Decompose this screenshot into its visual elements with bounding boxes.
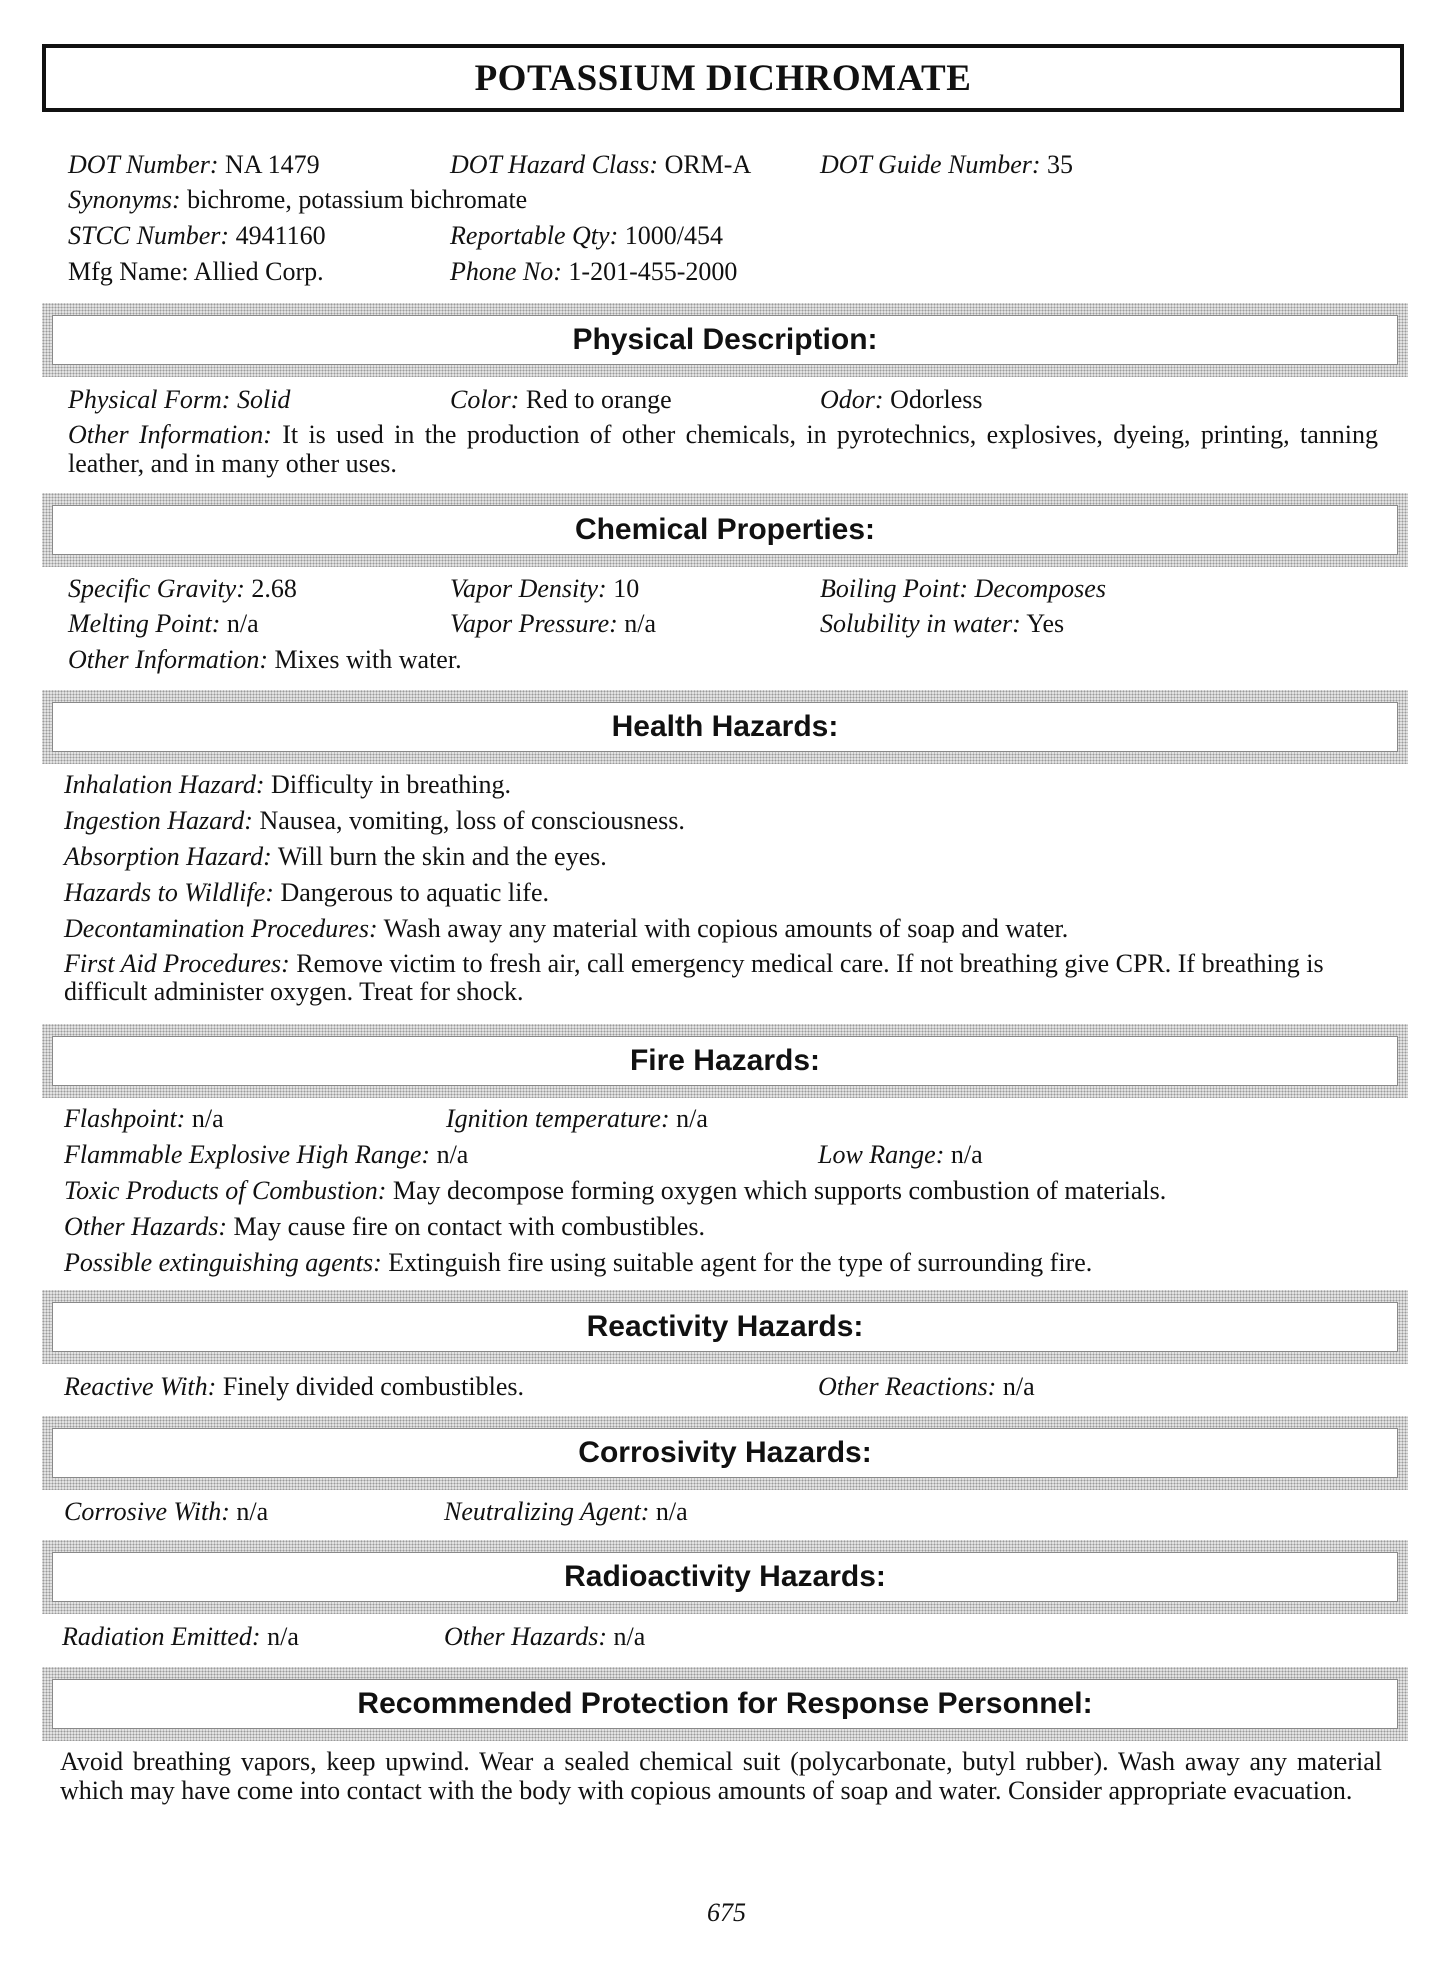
wildlife-hazard: Hazards to Wildlife: Dangerous to aquatic life.	[64, 878, 550, 907]
decontamination-procedures: Decontamination Procedures: Wash away any material with copious amounts of soap and water.	[64, 914, 1069, 943]
other-reactions: Other Reactions: n/a	[818, 1372, 1035, 1401]
low-range: Low Range: n/a	[818, 1140, 983, 1169]
first-aid-procedures: First Aid Procedures: Remove victim to fresh air, call emergency medical care. If not breathing give CPR. If breathing is difficult administer oxygen. Treat for shock.	[64, 949, 1324, 1006]
section-title: Reactivity Hazards:	[586, 1310, 864, 1343]
neutralizing-agent: Neutralizing Agent: n/a	[444, 1497, 688, 1526]
flammable-high-range: Flammable Explosive High Range: n/a	[64, 1140, 469, 1169]
section-header-health	[42, 690, 1408, 764]
section-header-protection	[42, 1667, 1408, 1741]
radioactivity-other-hazards: Other Hazards: n/a	[444, 1622, 646, 1651]
section-title: Fire Hazards:	[629, 1044, 821, 1077]
stcc-number: STCC Number: 4941160	[68, 221, 326, 250]
section-header-fire	[42, 1024, 1408, 1098]
mfg-name: Mfg Name: Allied Corp.	[68, 257, 324, 286]
specific-gravity: Specific Gravity: 2.68	[68, 574, 297, 603]
section-header-radioactivity	[42, 1540, 1408, 1614]
physical-color: Color: Red to orange	[450, 385, 672, 414]
dot-number: DOT Number: NA 1479	[68, 150, 320, 179]
dot-hazard-class: DOT Hazard Class: ORM-A	[450, 150, 752, 179]
section-title: Radioactivity Hazards:	[564, 1560, 886, 1593]
section-header-corrosivity	[42, 1416, 1408, 1490]
protection-text: Avoid breathing vapors, keep upwind. Wear a sealed chemical suit (polycarbonate, butyl rubber). Wash away any material which may have come into contact with the body with copious amounts of soap and water. Consider appropriate evacuation.	[60, 1747, 1382, 1805]
document-title: POTASSIUM DICHROMATE	[474, 57, 972, 99]
section-title: Corrosivity Hazards:	[578, 1436, 872, 1469]
melting-point: Melting Point: n/a	[68, 609, 259, 638]
reactive-with: Reactive With: Finely divided combustibles.	[64, 1372, 524, 1401]
title-box	[42, 44, 1404, 112]
flashpoint: Flashpoint: n/a	[64, 1104, 224, 1133]
section-title: Health Hazards:	[611, 710, 839, 743]
inhalation-hazard: Inhalation Hazard: Difficulty in breathing.	[64, 770, 512, 799]
vapor-density: Vapor Density: 10	[450, 574, 640, 603]
toxic-products: Toxic Products of Combustion: May decompose forming oxygen which supports combustion of materials.	[64, 1176, 1167, 1205]
reportable-qty: Reportable Qty: 1000/454	[450, 221, 723, 250]
phone-number: Phone No: 1-201-455-2000	[450, 257, 738, 286]
corrosive-with: Corrosive With: n/a	[64, 1497, 269, 1526]
page-number: 675	[707, 1898, 746, 1927]
boiling-point: Boiling Point: Decomposes	[820, 574, 1106, 603]
section-header-reactivity	[42, 1290, 1408, 1364]
physical-odor: Odor: Odorless	[820, 385, 983, 414]
section-title: Physical Description:	[572, 323, 878, 356]
ingestion-hazard: Ingestion Hazard: Nausea, vomiting, loss of consciousness.	[64, 806, 685, 835]
dot-guide-number: DOT Guide Number: 35	[820, 150, 1074, 179]
solubility: Solubility in water: Yes	[820, 609, 1065, 638]
ignition-temperature: Ignition temperature: n/a	[446, 1104, 708, 1133]
physical-form: Physical Form: Solid	[68, 385, 291, 414]
synonyms: Synonyms: bichrome, potassium bichromate	[68, 185, 528, 214]
radiation-emitted: Radiation Emitted: n/a	[62, 1622, 299, 1651]
vapor-pressure: Vapor Pressure: n/a	[450, 609, 657, 638]
section-title: Chemical Properties:	[574, 513, 876, 546]
extinguishing-agents: Possible extinguishing agents: Extinguish fire using suitable agent for the type of surrounding fire.	[64, 1248, 1093, 1277]
section-title: Recommended Protection for Response Personnel:	[357, 1687, 1093, 1720]
absorption-hazard: Absorption Hazard: Will burn the skin and the eyes.	[64, 842, 607, 871]
section-header-physical	[42, 303, 1408, 377]
chemical-other-info: Other Information: Mixes with water.	[68, 645, 462, 674]
section-header-chemical	[42, 493, 1408, 567]
fire-other-hazards: Other Hazards: May cause fire on contact with combustibles.	[64, 1212, 705, 1241]
physical-other-info: Other Information: It is used in the production of other chemicals, in pyrotechnics, explosives, dyeing, printing, tanning leather, and in many other uses.	[68, 420, 1378, 478]
